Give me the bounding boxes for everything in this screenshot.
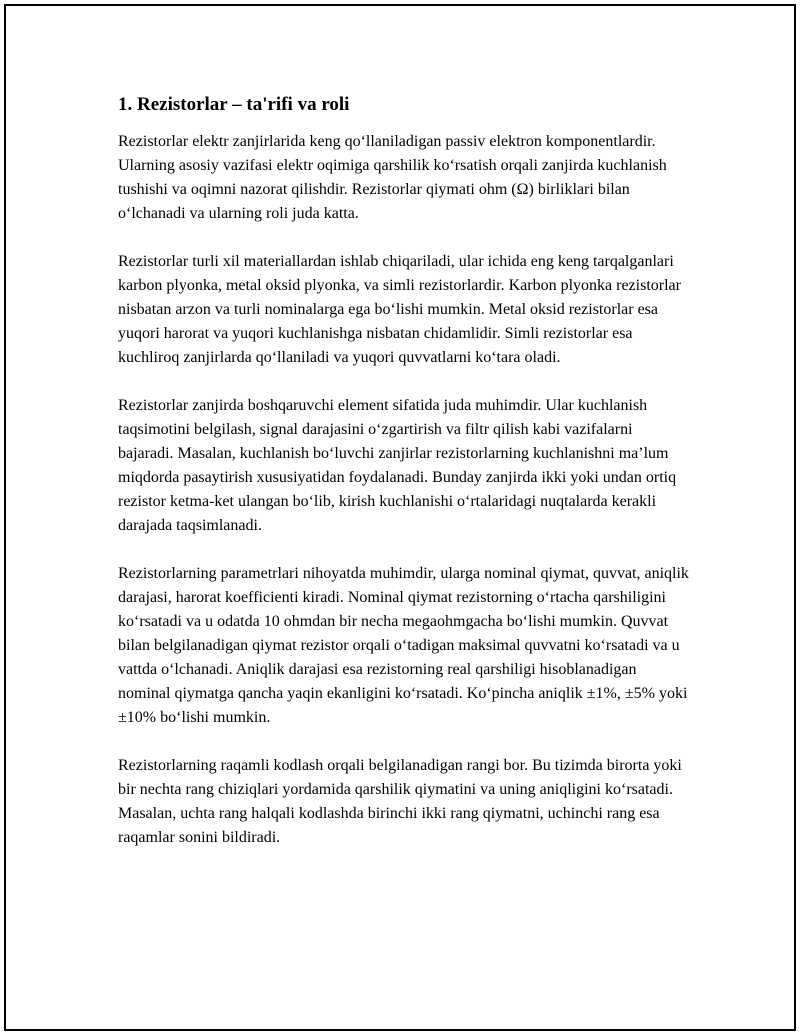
paragraph-circuit-role: Rezistorlar zanjirda boshqaruvchi element sifatida juda muhimdir. Ular kuchlanish taqsimotini belgilash, signal darajasini o‘zgartirish va filtr qilish kabi vazifalarni bajaradi. Masalan, kuchlanish bo‘luvchi zanjirlar rezistorlarning kuchlanishni ma’lum miqdorda pasaytirish xususiyatidan foydalanadi. Bunday zanjirda ikki yoki undan ortiq rezistor ketma-ket ulangan bo‘lib, kirish kuchlanishi o‘rtalaridagi nuqtalarda kerakli darajada taqsimlanadi. bbox=[118, 397, 677, 534]
paragraph-definition: Rezistorlar elektr zanjirlarida keng qo‘llaniladigan passiv elektron komponentlardir. Ularning asosiy vazifasi elektr oqimiga qarshilik ko‘rsatish orqali zanjirda kuchlanish tushishi va oqimni nazorat qilishdir. Rezistorlar qiymati ohm (Ω) birliklari bilan o‘lchanadi va ularning roli juda katta. bbox=[118, 133, 667, 222]
paragraph-color-coding: Rezistorlarning raqamli kodlash orqali belgilanadigan rangi bor. Bu tizimda birorta yoki bir nechta rang chiziqlari yordamida qarshilik qiymatini va uning aniqligini ko‘rsatadi. Masalan, uchta rang halqali kodlashda birinchi ikki rang qiymatni, uchinchi rang esa raqamlar sonini bildiradi. bbox=[118, 757, 682, 846]
paragraph-materials: Rezistorlar turli xil materiallardan ishlab chiqariladi, ular ichida eng keng tarqalganlari karbon plyonka, metal oksid plyonka, va simli rezistorlardir. Karbon plyonka rezistorlar nisbatan arzon va turli nominalarga ega bo‘lishi mumkin. Metal oksid rezistorlar esa yuqori harorat va yuqori kuchlanishga nisbatan chidamlidir. Simli rezistorlar esa kuchliroq zanjirlarda qo‘llaniladi va yuqori quvvatlarni ko‘tara oladi. bbox=[118, 253, 681, 366]
section-heading: 1. Rezistorlar – ta'rifi va roli bbox=[118, 94, 350, 115]
paragraph-parameters: Rezistorlarning parametrlari nihoyatda muhimdir, ularga nominal qiymat, quvvat, aniqlik darajasi, harorat koefficienti kiradi. Nominal qiymat rezistorning o‘rtacha qarshiligini ko‘rsatadi va u odatda 10 ohmdan bir necha megaohmgacha bo‘lishi mumkin. Quvvat bilan belgilanadigan qiymat rezistor orqali o‘tadigan maksimal quvvatni ko‘rsatadi va u vattda o‘lchanadi. Aniqlik darajasi esa rezistorning real qarshiligi hisoblanadigan nominal qiymatga qancha yaqin ekanligini ko‘rsatadi. Ko‘pincha aniqlik ±1%, ±5% yoki ±10% bo‘lishi mumkin. bbox=[118, 565, 689, 726]
document-body bbox=[118, 92, 690, 874]
